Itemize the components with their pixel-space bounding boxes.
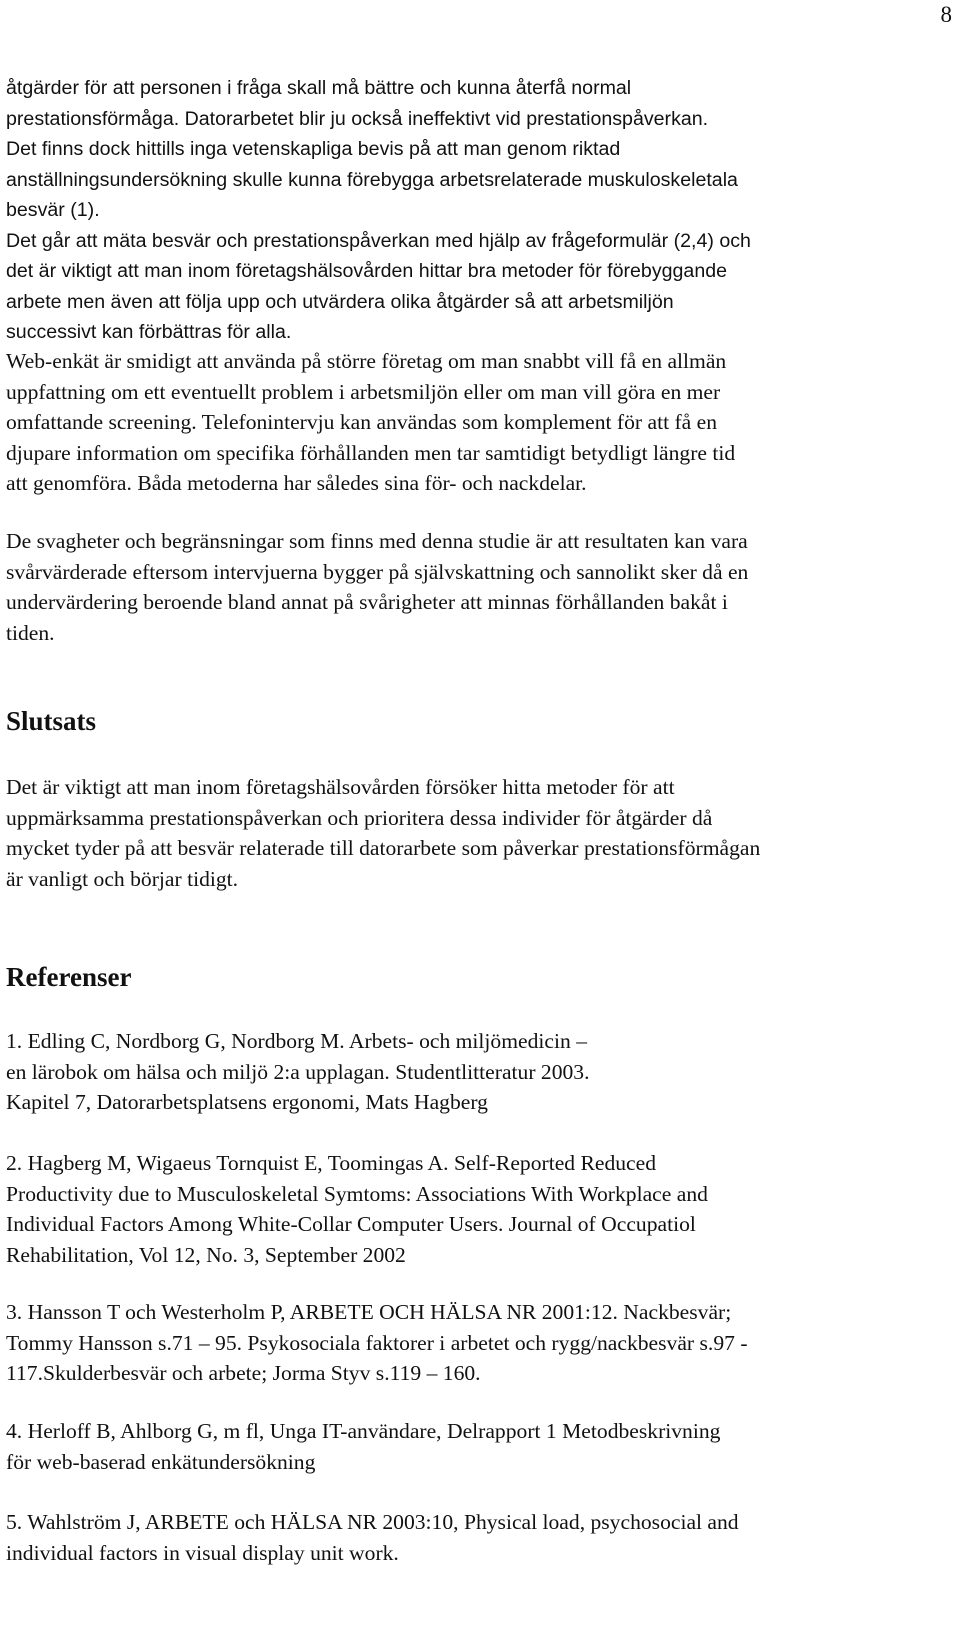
reference-item-2: 2. Hagberg M, Wigaeus Tornquist E, Toomingas A. Self-Reported Reduced Productivity due to Musculoskeletal Symtoms: Associations With Workplace and Individual Factors Among White-Collar Computer Users. Journal of Occupatiol Rehabilitation, Vol 12, No. 3, September 2002 bbox=[6, 1151, 708, 1267]
reference-item-4: 4. Herloff B, Ahlborg G, m fl, Unga IT-användare, Delrapport 1 Metodbeskrivning för web-baserad enkätundersökning bbox=[6, 1419, 721, 1474]
conclusion-heading: Slutsats bbox=[6, 706, 97, 736]
reference-item-1: 1. Edling C, Nordborg G, Nordborg M. Arbets- och miljömedicin – en lärobok om hälsa och miljö 2:a upplagan. Studentlitteratur 2003. Kapitel 7, Datorarbetsplatsens ergonomi, Mats Hagberg bbox=[6, 1029, 590, 1115]
conclusion-text: Det är viktigt att man inom företagshälsovården försöker hitta metoder för att uppmärksamma prestationspåverkan och prioritera dessa individer för åtgärder då mycket tyder på att besvär relaterade till datorarbete som påverkar prestationsförmågan är vanligt och börjar tidigt. bbox=[6, 775, 761, 891]
page-number: 8 bbox=[940, 2, 952, 27]
references-heading: Referenser bbox=[6, 962, 132, 992]
reference-item-5: 5. Wahlström J, ARBETE och HÄLSA NR 2003:10, Physical load, psychosocial and individual factors in visual display unit work. bbox=[6, 1510, 739, 1565]
reference-item-3: 3. Hansson T och Westerholm P, ARBETE OCH HÄLSA NR 2001:12. Nackbesvär; Tommy Hansson s.71 – 95. Psykosociala faktorer i arbetet och rygg/nackbesvär s.97 - 117.Skulderbesvär och arbete; Jorma Styv s.119 – 160. bbox=[6, 1300, 748, 1386]
body-paragraph-3: De svagheter och begränsningar som finns med denna studie är att resultaten kan vara svårvärderade eftersom intervjuerna bygger på självskattning och sannolikt sker då en undervärdering beroende bland annat på svårigheter att minnas förhållanden bakåt i tiden. bbox=[6, 529, 749, 645]
body-paragraph-2: Web-enkät är smidigt att använda på större företag om man snabbt vill få en allmän uppfattning om ett eventuellt problem i arbetsmiljön eller om man vill göra en mer omfattande screening. Telefonintervju kan användas som komplement för att få en djupare information om specifika förhållanden men tar samtidigt betydligt längre tid att genomföra. Båda metoderna har således sina för- och nackdelar. bbox=[6, 349, 736, 496]
body-paragraph-1: åtgärder för att personen i fråga skall må bättre och kunna återfå normal prestationsförmåga. Datorarbetet blir ju också ineffektivt vid prestationspåverkan. Det finns dock hittills inga vetenskapliga bevis på att man genom riktad anställningsundersökning skulle kunna förebygga arbetsrelaterade muskuloskeletala besvär (1). Det går att mäta besvär och prestationspåverkan med hjälp av frågeformulär (2,4) och det är viktigt att man inom företagshälsovården hittar bra metoder för förebyggande arbete men även att följa upp och utvärdera olika åtgärder så att arbetsmiljön successivt kan förbättras för alla. bbox=[6, 77, 751, 343]
